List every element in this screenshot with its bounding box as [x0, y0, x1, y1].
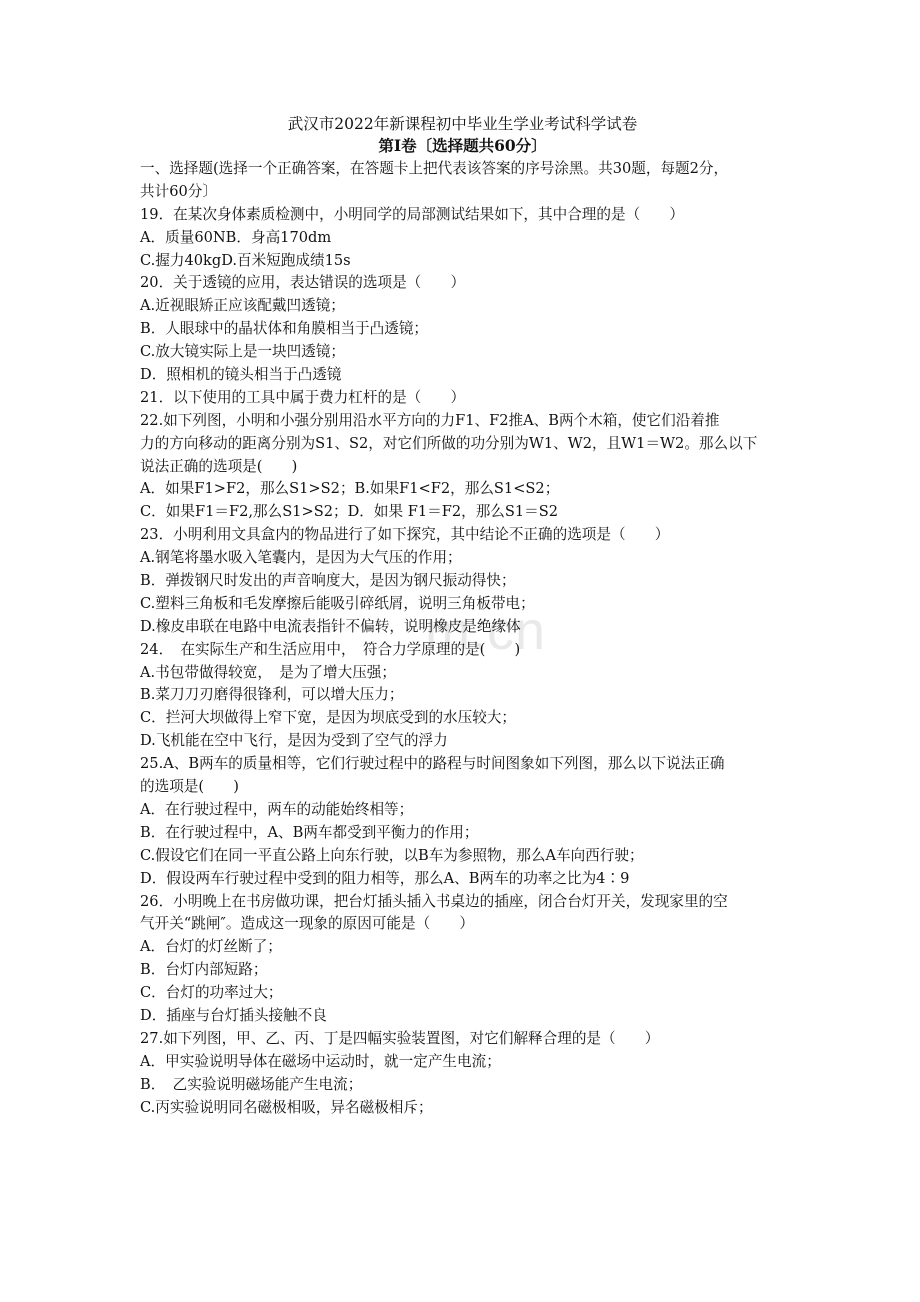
text-line: B.菜刀刀刃磨得很锋利，可以增大压力；: [140, 686, 404, 704]
text-line: A.近视眼矫正应该配戴凹透镜；: [140, 297, 345, 315]
text-line: 22.如下列图，小明和小强分别用沿水平方向的力F1、F2推A、B两个木箱，使它们沿着推: [140, 411, 720, 429]
text-line: C.放大镜实际上是一块凹透镜；: [140, 343, 346, 361]
text-line: 19．在某次身体素质检测中，小明同学的局部测试结果如下，其中合理的是（ ）: [140, 205, 684, 223]
text-line: A.钢笔将墨水吸入笔囊内，是因为大气压的作用；: [140, 549, 462, 567]
exam-title: 武汉市2022年新课程初中毕业生学业考试科学试卷: [287, 115, 638, 133]
text-line: C．台灯的功率过大；: [140, 984, 283, 1002]
section-subtitle: 第Ⅰ卷〔选择题共60分〕: [378, 136, 547, 155]
text-line: 的选项是( ): [140, 778, 239, 796]
text-line: 21．以下使用的工具中属于费力杠杆的是（ ）: [140, 388, 466, 406]
text-line: 气开关“跳闸″。造成这一现象的原因可能是（ ）: [140, 915, 474, 933]
text-line: 20．关于透镜的应用，表达错误的选项是（ ）: [140, 274, 466, 292]
text-line: D．插座与台灯插头接触不良: [140, 1006, 327, 1024]
exam-page: [140, 113, 785, 1119]
text-line: 23．小明利用文具盒内的物品进行了如下探究，其中结论不正确的选项是（ ）: [140, 526, 670, 544]
text-line: A．在行驶过程中，两车的动能始终相等；: [140, 800, 414, 818]
text-line: C．拦河大坝做得上窄下宽，是因为坝底受到的水压较大；: [140, 709, 517, 727]
text-line: D.飞机能在空中飞行，是因为受到了空气的浮力: [140, 732, 448, 750]
text-line: 共计60分〕: [140, 182, 217, 200]
text-line: D．照相机的镜头相当于凸透镜: [140, 366, 342, 384]
text-line: A．台灯的灯丝断了；: [140, 938, 282, 956]
text-line: 力的方向移动的距离分别为S1、S2，对它们所做的功分别为W1、W2，且W1＝W2。那么以下: [140, 434, 758, 452]
text-line: C.塑料三角板和毛发摩擦后能吸引碎纸屑，说明三角板带电；: [140, 594, 535, 612]
text-line: 26．小明晚上在书房做功课，把台灯插头插入书桌边的插座，闭合台灯开关，发现家里的空: [140, 892, 728, 910]
text-line: B．人眼球中的晶状体和角膜相当于凸透镜；: [140, 320, 429, 338]
text-line: B．弹拨钢尺时发出的声音响度大，是因为钢尺振动得快；: [140, 572, 516, 590]
text-line: 24． 在实际生产和生活应用中， 符合力学原理的是( ): [140, 640, 521, 658]
text-line: B．台灯内部短路；: [140, 961, 268, 979]
text-line: B． 乙实验说明磁场能产生电流；: [140, 1075, 363, 1093]
watermark: m.cn: [425, 601, 547, 661]
text-line: A．甲实验说明导体在磁场中运动时，就一定产生电流；: [140, 1052, 501, 1070]
text-line: C.握力40kgD.百米短跑成绩15s: [140, 251, 351, 269]
text-line: A.书包带做得较宽， 是为了增大压强；: [140, 663, 396, 681]
text-line: A．质量60NB．身高170dm: [140, 228, 332, 246]
text-line: C.丙实验说明同名磁极相吸，异名磁极相斥；: [140, 1098, 433, 1116]
text-line: B．在行驶过程中，A、B两车都受到平衡力的作用；: [140, 823, 479, 841]
text-line: C．如果F1＝F2,那么S1>S2；D．如果 F1＝F2，那么S1＝S2: [140, 503, 559, 521]
text-line: C.假设它们在同一平直公路上向东行驶，以B车为参照物，那么A车向西行驶；: [140, 846, 644, 864]
exam-body: [140, 158, 785, 1119]
text-line: 25.A、B两车的质量相等，它们行驶过程中的路程与时间图象如下列图，那么以下说法正确: [140, 755, 725, 773]
text-line: 说法正确的选项是( ): [140, 457, 298, 475]
text-line: D．假设两车行驶过程中受到的阻力相等，那么A、B两车的功率之比为4∶9: [140, 869, 630, 887]
text-line: D.橡皮串联在电路中电流表指针不偏转，说明橡皮是绝缘体: [140, 617, 521, 635]
text-line: 一、选择题(选择一个正确答案，在答题卡上把代表该答案的序号涂黑。共30题，每题2分，: [140, 160, 729, 177]
text-line: A．如果F1>F2，那么S1>S2；B.如果F1<F2，那么S1<S2；: [140, 480, 560, 498]
text-line: 27.如下列图，甲、乙、丙、丁是四幅实验装置图，对它们解释合理的是（ ）: [140, 1029, 660, 1047]
